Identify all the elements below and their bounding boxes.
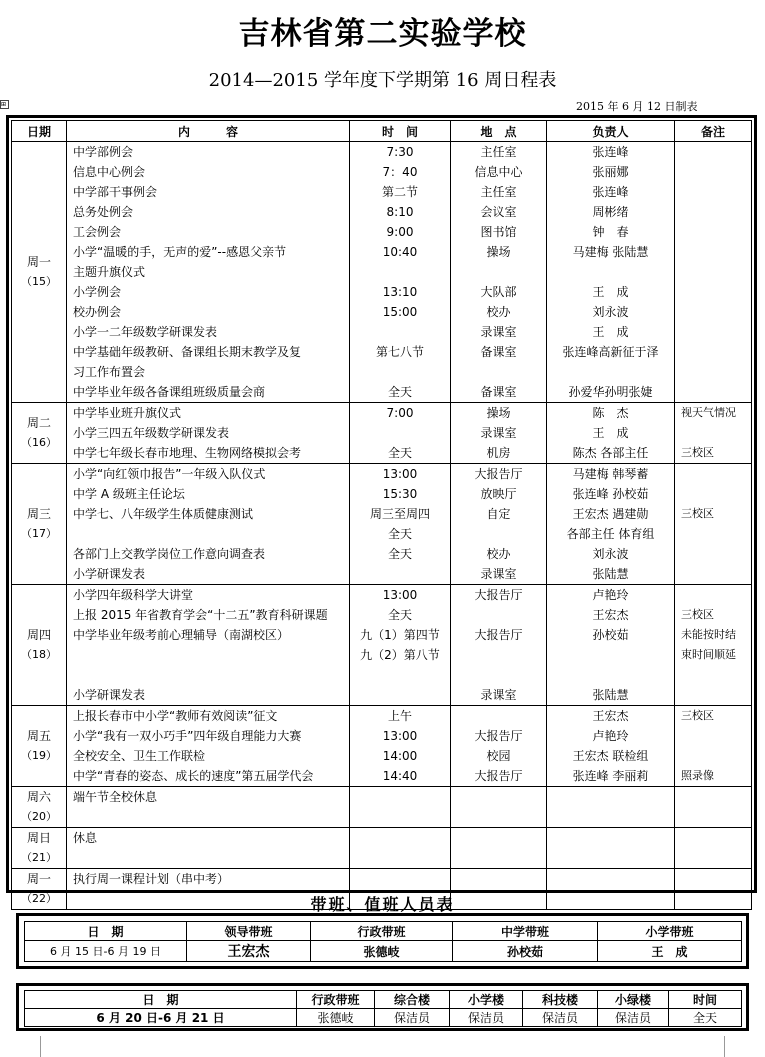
content-line: 中学基础年级教研、备课组长期末教学及复: [73, 345, 302, 359]
duty2-header-green-bldg: 小绿楼: [598, 991, 669, 1009]
content-line: 中学“青春的姿态、成长的速度”第五届学代会: [73, 769, 314, 783]
content-line: 小学三四五年级数学研课发表: [73, 426, 230, 440]
day-time-cell: [350, 828, 451, 869]
day-place-cell: [451, 585, 547, 706]
content-line: 休息: [73, 831, 98, 845]
content-line: [67, 665, 349, 685]
duty1-header-date: 日 期: [25, 922, 187, 941]
day-time-cell: [350, 706, 451, 787]
person-line: 卢艳玲: [592, 729, 629, 743]
content-line: 中学部例会: [73, 145, 134, 159]
day-row: [12, 142, 752, 403]
person-line: 刘永波: [592, 305, 629, 319]
place-line: 备课室: [480, 345, 517, 359]
day-week-number: （21）: [21, 851, 57, 864]
note-line: [675, 262, 751, 282]
content-line: 校办例会: [73, 305, 122, 319]
place-line: [451, 869, 546, 889]
note-line: 未能按时结: [681, 628, 736, 641]
day-note-cell: [675, 706, 752, 787]
header-person: 负责人: [547, 121, 675, 142]
note-line: [675, 182, 751, 202]
place-line: [451, 262, 546, 282]
person-line: 张陆慧: [592, 567, 629, 581]
place-line: [451, 807, 546, 827]
note-line: [675, 726, 751, 746]
person-line: [547, 848, 674, 868]
time-line: [350, 807, 450, 827]
note-line: [675, 685, 751, 705]
day-content-cell: [67, 828, 350, 869]
place-line: 备课室: [480, 385, 517, 399]
place-line: 录课室: [480, 688, 517, 702]
content-line: [67, 848, 349, 868]
note-line: 视天气情况: [681, 406, 736, 419]
note-line: [675, 484, 751, 504]
note-line: [675, 342, 751, 362]
content-line: 中学毕业班升旗仪式: [73, 406, 182, 420]
content-line: [67, 807, 349, 827]
duty2-complex: 保洁员: [375, 1009, 450, 1027]
day-content-cell: [67, 706, 350, 787]
place-line: [451, 787, 546, 807]
place-line: 大报告厅: [474, 588, 523, 602]
day-row: [12, 706, 752, 787]
content-line: 执行周一课程计划（串中考）: [73, 872, 230, 886]
day-person-cell: [547, 403, 675, 464]
time-line: 九（1）第四节: [360, 628, 440, 642]
note-line: [675, 746, 751, 766]
note-line: [675, 544, 751, 564]
header-date: 日期: [12, 121, 67, 142]
place-line: 信息中心: [474, 165, 523, 179]
day-note-cell: [675, 828, 752, 869]
person-line: [547, 828, 674, 848]
person-line: 陈 杰: [592, 406, 629, 420]
duty1-admin: 张德岐: [311, 941, 453, 962]
content-line: 工会例会: [73, 225, 122, 239]
day-place-cell: [451, 464, 547, 585]
time-line: 14:00: [382, 749, 418, 763]
duty-title: 带班、值班人员表: [310, 895, 455, 914]
time-line: [350, 423, 450, 443]
person-line: 各部主任 体育组: [566, 527, 655, 541]
place-line: 图书馆: [480, 225, 517, 239]
time-line: 13:10: [382, 285, 418, 299]
day-name: 周二: [26, 416, 51, 430]
content-line: 中学部干事例会: [73, 185, 158, 199]
content-line: 信息中心例会: [73, 165, 146, 179]
content-line: 小学“向红领巾报告”一年级入队仪式: [73, 467, 266, 481]
time-line: 全天: [387, 608, 412, 622]
time-line: 13:00: [382, 729, 418, 743]
day-person-cell: [547, 585, 675, 706]
time-line: [350, 362, 450, 382]
person-line: 王 成: [592, 285, 629, 299]
duty2-date: 6 月 20 日-6 月 21 日: [25, 1009, 297, 1027]
content-line: 习工作布置会: [73, 365, 146, 379]
time-line: [350, 787, 450, 807]
content-line: 端午节全校休息: [73, 790, 158, 804]
day-row: [12, 828, 752, 869]
header-time: 时 间: [350, 121, 451, 142]
day-place-cell: [451, 142, 547, 403]
time-line: 10:40: [382, 245, 418, 259]
person-line: 张陆慧: [592, 688, 629, 702]
place-line: 校办: [486, 547, 511, 561]
day-time-cell: [350, 464, 451, 585]
person-line: 钟 春: [592, 225, 629, 239]
time-line: 上午: [387, 709, 412, 723]
day-name: 周一: [26, 872, 51, 886]
duty2-primary-bldg: 保洁员: [450, 1009, 523, 1027]
time-line: 9:00: [386, 225, 414, 239]
note-line: [675, 282, 751, 302]
place-line: [451, 665, 546, 685]
day-name: 周六: [26, 790, 51, 804]
time-line: 全天: [387, 385, 412, 399]
note-line: 束时间顺延: [681, 648, 736, 661]
day-label-cell: [12, 403, 67, 464]
time-line: 8:10: [386, 205, 414, 219]
place-line: [451, 645, 546, 665]
time-line: 第七八节: [375, 345, 424, 359]
day-week-number: （17）: [21, 527, 57, 540]
day-person-cell: [547, 464, 675, 585]
note-line: [675, 564, 751, 584]
day-content-cell: [67, 787, 350, 828]
page-title: 吉林省第二实验学校: [238, 16, 527, 52]
day-week-number: （18）: [21, 648, 57, 661]
place-line: [451, 524, 546, 544]
day-label-cell: [12, 464, 67, 585]
content-line: 总务处例会: [73, 205, 134, 219]
duty2-header-time: 时间: [669, 991, 742, 1009]
place-line: [451, 362, 546, 382]
day-week-number: （16）: [21, 436, 57, 449]
person-line: 孙爱华孙明张婕: [568, 385, 653, 399]
content-line: 全校安全、卫生工作联检: [73, 749, 206, 763]
person-line: 张连峰 孙校茹: [572, 487, 649, 501]
person-line: 王宏杰 联检组: [572, 749, 649, 763]
time-line: [350, 322, 450, 342]
person-line: 卢艳玲: [592, 588, 629, 602]
page-corner-mark-left: [40, 1036, 42, 1057]
time-line: 第二节: [381, 185, 418, 199]
content-line: 中学七、八年级学生体质健康测试: [73, 507, 254, 521]
duty-table-1-header: [25, 922, 742, 941]
duty1-header-middle: 中学带班: [453, 922, 598, 941]
time-line: [350, 564, 450, 584]
person-line: 陈杰 各部主任: [572, 446, 649, 460]
day-name: 周三: [26, 507, 51, 521]
person-line: 张连峰: [592, 185, 629, 199]
schedule-header-row: [12, 121, 752, 142]
place-line: 放映厅: [480, 487, 517, 501]
note-line: [675, 322, 751, 342]
table-anchor-handle[interactable]: ⊞: [0, 100, 9, 109]
place-line: 录课室: [480, 325, 517, 339]
duty-table-2-row: [25, 1009, 742, 1027]
note-line: 三校区: [681, 446, 714, 459]
day-week-number: （15）: [21, 275, 57, 288]
person-line: 马建梅 张陆慧: [572, 245, 649, 259]
day-person-cell: [547, 787, 675, 828]
place-line: 操场: [486, 406, 511, 420]
duty1-leader: 王宏杰: [187, 941, 311, 962]
day-note-cell: [675, 142, 752, 403]
person-line: 马建梅 韩琴蓄: [572, 467, 649, 481]
time-line: 13:00: [382, 467, 418, 481]
duty-table-2-header: [25, 991, 742, 1009]
duty1-header-primary: 小学带班: [598, 922, 742, 941]
time-line: [350, 665, 450, 685]
time-line: [350, 262, 450, 282]
place-line: 大队部: [480, 285, 517, 299]
content-line: 小学一二年级数学研课发表: [73, 325, 218, 339]
duty2-header-admin: 行政带班: [297, 991, 375, 1009]
note-line: [675, 162, 751, 182]
person-line: [547, 362, 674, 382]
header-place: 地 点: [451, 121, 547, 142]
person-line: [547, 869, 674, 889]
schedule-table: [11, 120, 752, 910]
day-week-number: （22）: [21, 892, 57, 905]
duty1-header-admin: 行政带班: [311, 922, 453, 941]
note-line: [675, 302, 751, 322]
time-line: 九（2）第八节: [360, 648, 440, 662]
person-line: 孙校茹: [592, 628, 629, 642]
place-line: 大报告厅: [474, 729, 523, 743]
page-subtitle: 2014—2015 学年度下学期第 16 周日程表: [208, 70, 557, 91]
person-line: 张连峰高新征于泽: [562, 345, 659, 359]
day-row: [12, 787, 752, 828]
time-line: 15:00: [382, 305, 418, 319]
time-line: 7:30: [386, 145, 414, 159]
person-line: [547, 807, 674, 827]
person-line: 张丽娜: [592, 165, 629, 179]
day-note-cell: [675, 787, 752, 828]
note-line: [675, 464, 751, 484]
note-line: [675, 828, 751, 848]
place-line: [451, 848, 546, 868]
content-line: [67, 524, 349, 544]
note-line: 照录像: [681, 769, 714, 782]
time-line: 全天: [387, 527, 412, 541]
day-name: 周四: [26, 628, 51, 642]
day-place-cell: [451, 403, 547, 464]
day-row: [12, 464, 752, 585]
content-line: 小学四年级科学大讲堂: [73, 588, 194, 602]
day-label-cell: [12, 706, 67, 787]
place-line: 大报告厅: [474, 628, 523, 642]
day-label-cell: [12, 142, 67, 403]
content-line: 小学研课发表: [73, 688, 146, 702]
header-content: 内 容: [67, 121, 350, 142]
day-row: [12, 585, 752, 706]
person-line: 周彬绪: [592, 205, 629, 219]
note-line: 三校区: [681, 709, 714, 722]
person-line: [547, 645, 674, 665]
person-line: 张连峰 李丽莉: [572, 769, 649, 783]
content-line: 小学“我有一双小巧手”四年级自理能力大赛: [73, 729, 302, 743]
time-line: [350, 828, 450, 848]
content-line: 小学例会: [73, 285, 122, 299]
note-line: 三校区: [681, 507, 714, 520]
content-line: [67, 645, 349, 665]
place-line: 校办: [486, 305, 511, 319]
person-line: 王 成: [592, 325, 629, 339]
day-label-cell: [12, 787, 67, 828]
content-line: 小学研课发表: [73, 567, 146, 581]
day-week-number: （19）: [21, 749, 57, 762]
duty2-admin: 张德岐: [297, 1009, 375, 1027]
place-line: [451, 828, 546, 848]
schedule-body: [12, 142, 752, 910]
content-line: 各部门上交教学岗位工作意向调查表: [73, 547, 266, 561]
note-line: [675, 807, 751, 827]
day-week-number: （20）: [21, 810, 57, 823]
duty1-middle: 孙校茹: [453, 941, 598, 962]
day-person-cell: [547, 706, 675, 787]
note-line: [675, 142, 751, 162]
duty2-tech-bldg: 保洁员: [523, 1009, 598, 1027]
day-note-cell: [675, 403, 752, 464]
person-line: 王宏杰 遇建勋: [572, 507, 649, 521]
day-time-cell: [350, 142, 451, 403]
place-line: 主任室: [480, 145, 517, 159]
person-line: 刘永波: [592, 547, 629, 561]
header-note: 备注: [675, 121, 752, 142]
note-line: [675, 524, 751, 544]
duty1-date: 6 月 15 日-6 月 19 日: [25, 941, 187, 962]
duty2-header-date: 日 期: [25, 991, 297, 1009]
time-line: [350, 848, 450, 868]
day-person-cell: [547, 142, 675, 403]
note-line: [675, 665, 751, 685]
person-line: 王 成: [592, 426, 629, 440]
day-content-cell: [67, 403, 350, 464]
day-place-cell: [451, 828, 547, 869]
note-line: [675, 242, 751, 262]
time-line: 13:00: [382, 588, 418, 602]
day-content-cell: [67, 585, 350, 706]
content-line: 主题升旗仪式: [73, 265, 146, 279]
time-line: [350, 869, 450, 889]
time-line: 7：40: [382, 165, 418, 179]
duty-table-1: [24, 921, 742, 962]
person-line: 王宏杰: [592, 709, 629, 723]
day-time-cell: [350, 585, 451, 706]
day-time-cell: [350, 403, 451, 464]
day-note-cell: [675, 585, 752, 706]
day-name: 周一: [26, 255, 51, 269]
place-line: 自定: [486, 507, 511, 521]
note-line: [675, 585, 751, 605]
content-line: 中学毕业年级考前心理辅导（南湖校区）: [73, 628, 290, 642]
day-label-cell: [12, 828, 67, 869]
content-line: 上报长春市中小学“教师有效阅读”征文: [73, 709, 278, 723]
note-line: [675, 362, 751, 382]
person-line: [547, 665, 674, 685]
time-line: 全天: [387, 446, 412, 460]
day-label-cell: [12, 585, 67, 706]
time-line: 14:40: [382, 769, 418, 783]
day-time-cell: [350, 787, 451, 828]
time-line: 周三至周四: [369, 507, 430, 521]
day-person-cell: [547, 828, 675, 869]
note-line: [675, 787, 751, 807]
person-line: 张连峰: [592, 145, 629, 159]
place-line: 机房: [486, 446, 511, 460]
content-line: 中学七年级长春市地理、生物网络模拟会考: [73, 446, 302, 460]
day-content-cell: [67, 464, 350, 585]
content-line: 中学毕业年级各备课组班级质量会商: [73, 385, 266, 399]
duty1-primary: 王 成: [598, 941, 742, 962]
page-corner-mark-right: [724, 1036, 726, 1057]
place-line: 会议室: [480, 205, 517, 219]
duty1-header-leader: 领导带班: [187, 922, 311, 941]
time-line: [350, 685, 450, 705]
place-line: 主任室: [480, 185, 517, 199]
content-line: 小学“温暖的手，无声的爱”--感恩父亲节: [73, 245, 287, 259]
note-line: [675, 869, 751, 889]
place-line: 操场: [486, 245, 511, 259]
note-line: [675, 423, 751, 443]
person-line: 王宏杰: [592, 608, 629, 622]
note-line: [675, 222, 751, 242]
place-line: 录课室: [480, 567, 517, 581]
note-line: 三校区: [681, 608, 714, 621]
time-line: 15:30: [382, 487, 418, 501]
duty-table-1-row: [25, 941, 742, 962]
day-note-cell: [675, 464, 752, 585]
place-line: 校园: [486, 749, 511, 763]
content-line: 上报 2015 年省教育学会“十二五”教育科研课题: [73, 608, 328, 622]
duty2-green-bldg: 保洁员: [598, 1009, 669, 1027]
day-name: 周日: [26, 831, 51, 845]
place-line: 大报告厅: [474, 467, 523, 481]
day-place-cell: [451, 787, 547, 828]
day-name: 周五: [26, 729, 51, 743]
day-place-cell: [451, 706, 547, 787]
place-line: 录课室: [480, 426, 517, 440]
duty-table-2: [24, 990, 742, 1027]
duty2-header-tech-bldg: 科技楼: [523, 991, 598, 1009]
duty2-time: 全天: [669, 1009, 742, 1027]
place-line: 大报告厅: [474, 769, 523, 783]
time-line: 7:00: [386, 406, 414, 420]
note-line: [675, 848, 751, 868]
time-line: 全天: [387, 547, 412, 561]
person-line: [547, 787, 674, 807]
place-line: [451, 605, 546, 625]
day-content-cell: [67, 142, 350, 403]
duty2-header-complex: 综合楼: [375, 991, 450, 1009]
made-date: 2015 年 6 月 12 日制表: [576, 100, 698, 113]
content-line: 中学 A 级班主任论坛: [73, 487, 185, 501]
duty2-header-primary-bldg: 小学楼: [450, 991, 523, 1009]
person-line: [547, 262, 674, 282]
day-row: [12, 403, 752, 464]
note-line: [675, 202, 751, 222]
note-line: [675, 382, 751, 402]
place-line: [451, 706, 546, 726]
